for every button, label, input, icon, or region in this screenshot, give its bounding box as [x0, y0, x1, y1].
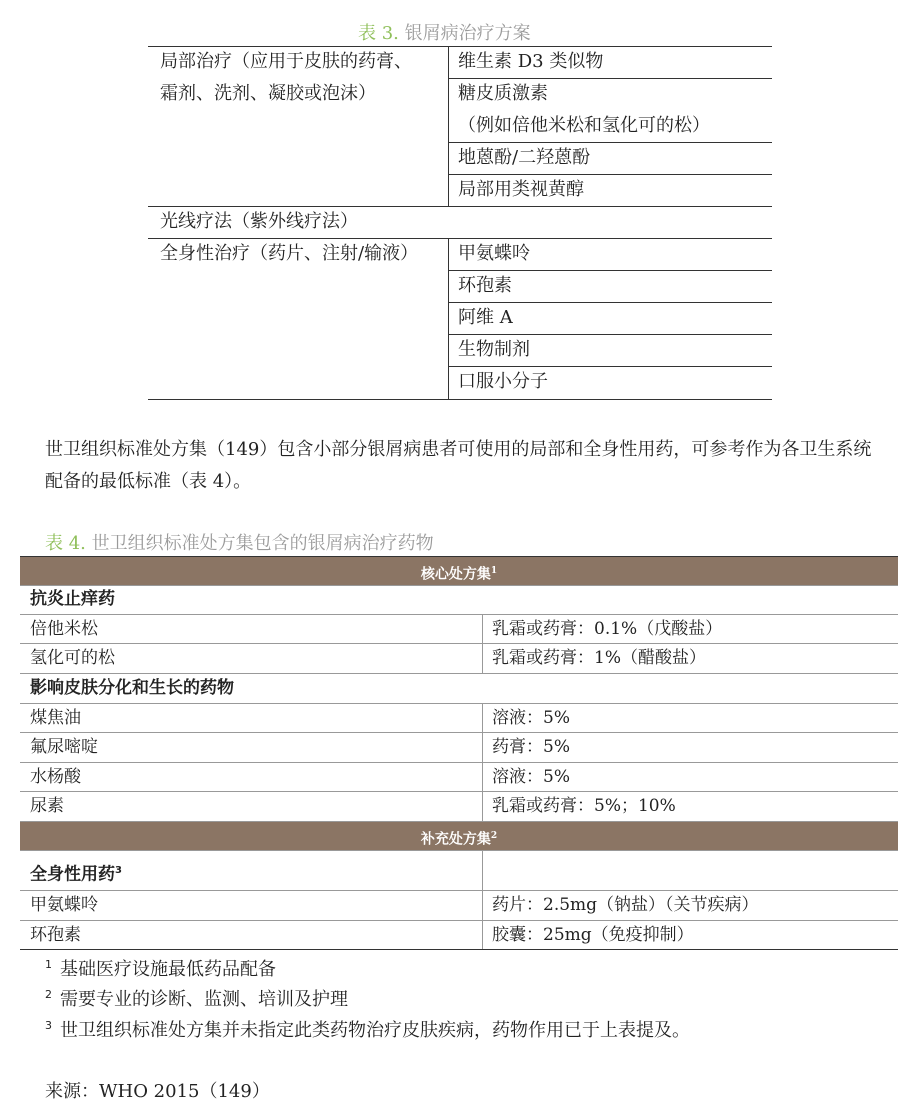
column-divider	[482, 792, 483, 821]
table3-caption-number: 表 3.	[358, 23, 399, 44]
footnote-mark: 3	[45, 1019, 52, 1032]
drug-name: 倍他米松	[30, 619, 98, 639]
drug-name: 煤焦油	[30, 708, 81, 728]
column-divider	[482, 615, 483, 643]
section-skin-growth	[20, 674, 898, 704]
section-systemic	[20, 851, 898, 891]
column-divider	[482, 921, 483, 949]
drug-form: 乳霜或药膏：1%（醋酸盐）	[492, 648, 706, 668]
table-row	[20, 644, 898, 674]
column-divider	[482, 704, 483, 732]
topical-label-line2: 霜剂、洗剂、凝胶或泡沫）	[160, 83, 376, 104]
topical-item-note: （例如倍他米松和氢化可的松）	[458, 115, 710, 136]
drug-name: 氟尿嘧啶	[30, 737, 98, 757]
systemic-item: 阿维 A	[458, 307, 513, 328]
table3-rule	[148, 399, 772, 400]
section-title: 全身性用药	[30, 864, 115, 885]
column-divider	[482, 763, 483, 791]
column-divider	[482, 644, 483, 673]
systemic-footnote-mark: 3	[115, 865, 122, 876]
footnote	[45, 985, 348, 1011]
table-row	[20, 733, 898, 763]
footnote-text: 需要专业的诊断、监测、培训及护理	[60, 989, 348, 1010]
table4-caption-number: 表 4.	[45, 533, 86, 554]
drug-form: 药膏：5%	[492, 737, 570, 757]
systemic-label: 全身性治疗（药片、注射/输液）	[160, 243, 419, 264]
source-citation: 来源：WHO 2015（149）	[45, 1081, 270, 1102]
drug-name: 环孢素	[30, 925, 81, 945]
table3-caption	[358, 19, 531, 45]
table-row	[20, 763, 898, 792]
drug-form: 溶液：5%	[492, 767, 570, 787]
supplementary-footnote-mark: 2	[490, 831, 498, 841]
systemic-item: 生物制剂	[458, 339, 530, 360]
core-formulary-header	[20, 557, 898, 586]
footnote	[45, 1016, 690, 1042]
drug-form: 乳霜或药膏：0.1%（戊酸盐）	[492, 619, 723, 639]
footnote	[45, 955, 276, 981]
drug-name: 甲氨蝶呤	[30, 895, 98, 915]
drug-form: 胶囊：25mg（免疫抑制）	[492, 925, 694, 945]
topical-label-line1: 局部治疗（应用于皮肤的药膏、	[160, 51, 412, 72]
table-row	[20, 615, 898, 644]
footnote-mark: 2	[45, 988, 52, 1001]
table-row	[20, 921, 898, 950]
drug-name: 水杨酸	[30, 767, 81, 787]
table4-caption	[45, 529, 434, 555]
column-divider	[482, 733, 483, 762]
column-divider	[482, 851, 483, 890]
table3-column-divider	[448, 238, 449, 399]
core-formulary-footnote-mark: 1	[490, 566, 498, 576]
section-anti-inflammatory	[20, 585, 898, 615]
footnote-text: 世卫组织标准处方集并未指定此类药物治疗皮肤疾病，药物作用已于上表提及。	[60, 1020, 690, 1041]
table4-caption-text: 世卫组织标准处方集包含的银屑病治疗药物	[91, 533, 434, 554]
systemic-item: 甲氨蝶呤	[458, 243, 530, 264]
systemic-item: 口服小分子	[458, 371, 548, 392]
drug-name: 尿素	[30, 796, 64, 816]
supplementary-formulary-title: 补充处方集	[420, 831, 491, 848]
body-paragraph: 世卫组织标准处方集（149）包含小部分银屑病患者可使用的局部和全身性用药，可参考作为各卫生系统配备的最低标准（表 4）。	[45, 439, 872, 492]
table3-column-divider	[448, 46, 449, 206]
supplementary-formulary-header	[20, 822, 898, 851]
systemic-item: 环孢素	[458, 275, 512, 296]
footnote-mark: 1	[45, 958, 52, 971]
topical-item: 地蒽酚/二羟蒽酚	[458, 147, 591, 168]
topical-item: 糖皮质激素	[458, 83, 548, 104]
drug-name: 氢化可的松	[30, 648, 115, 668]
topical-item: 局部用类视黄醇	[458, 179, 584, 200]
column-divider	[482, 891, 483, 920]
section-title: 影响皮肤分化和生长的药物	[30, 678, 234, 698]
table-row	[20, 891, 898, 921]
table3-caption-text: 银屑病治疗方案	[404, 23, 531, 44]
topical-item: 维生素 D3 类似物	[458, 51, 604, 72]
drug-form: 乳霜或药膏：5%；10%	[492, 796, 676, 816]
drug-form: 溶液：5%	[492, 708, 570, 728]
phototherapy-label: 光线疗法（紫外线疗法）	[160, 211, 358, 232]
table-row	[20, 704, 898, 733]
core-formulary-title: 核心处方集	[420, 566, 491, 583]
drug-form: 药片：2.5mg（钠盐）（关节疾病）	[492, 895, 759, 915]
footnote-text: 基础医疗设施最低药品配备	[60, 959, 276, 980]
table-row	[20, 792, 898, 822]
section-title: 抗炎止痒药	[30, 589, 115, 609]
